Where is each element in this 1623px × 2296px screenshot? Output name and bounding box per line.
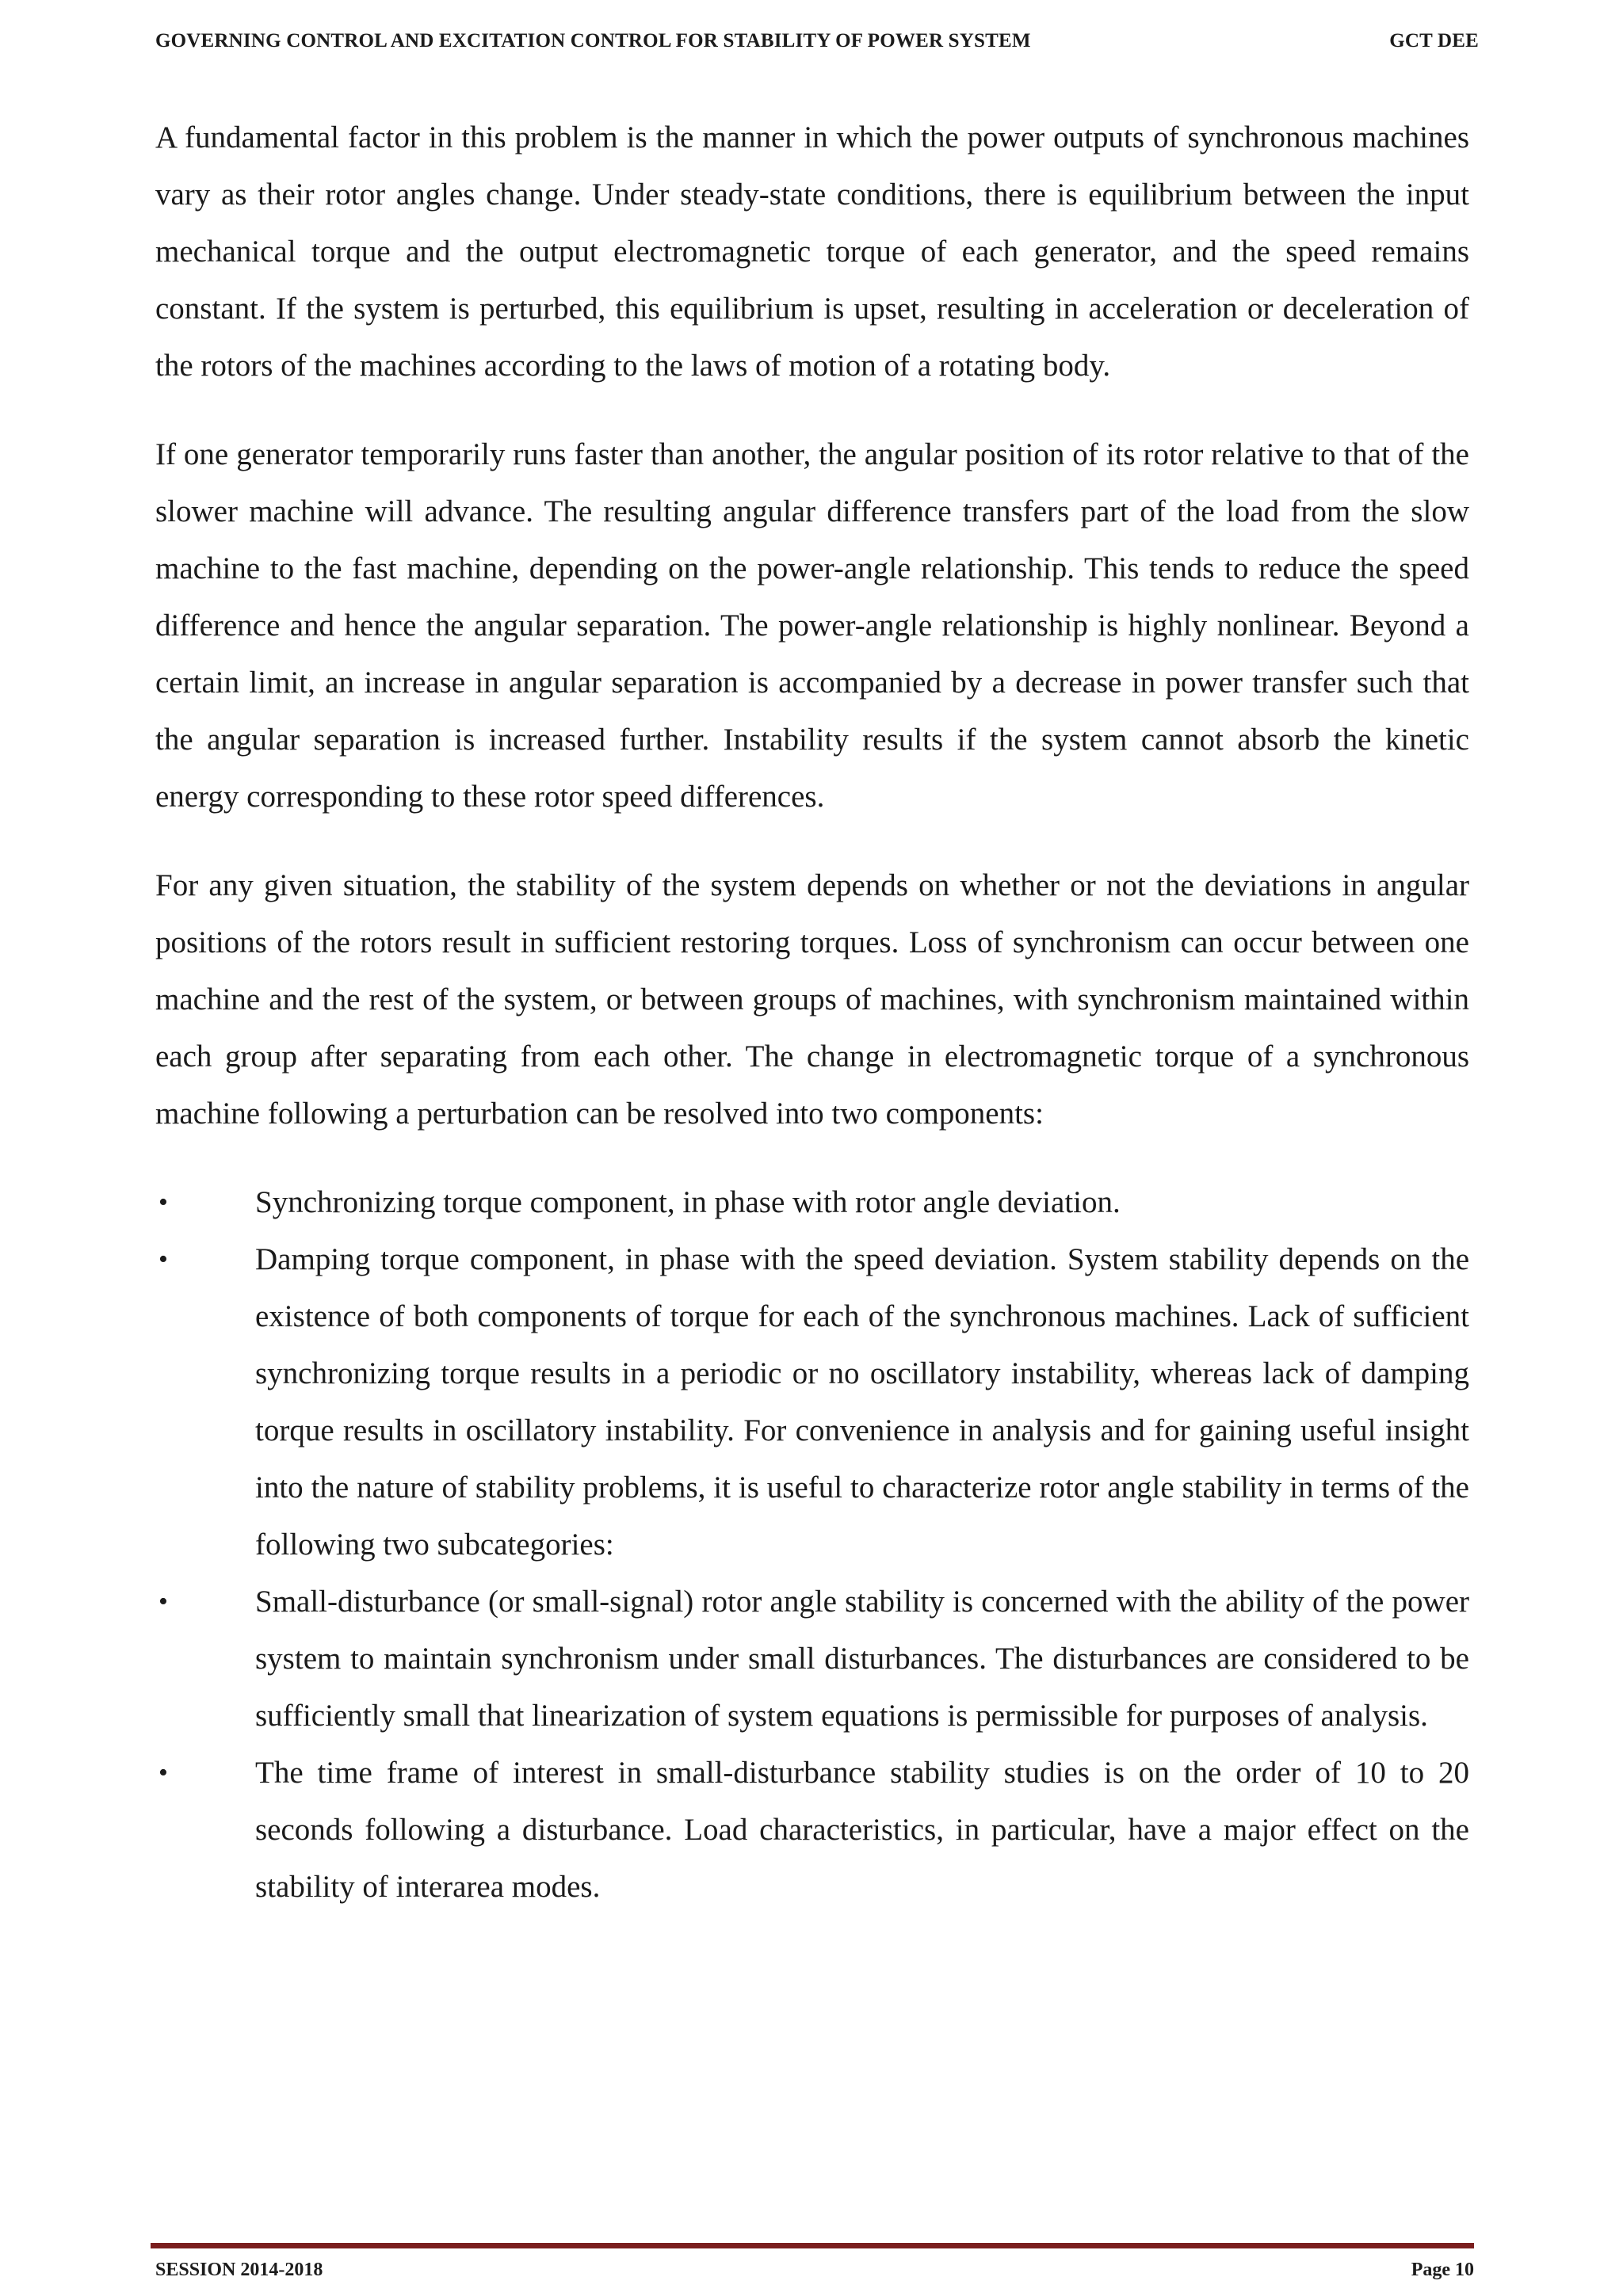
footer-divider <box>151 2243 1474 2248</box>
paragraph: If one generator temporarily runs faster than another, the angular position of its rotor relative to that of the slower machine will advance. The resulting angular difference transfers part of the load from the slow machine to the fast machine, depending on the power-angle relationship. This tends to reduce the speed difference and hence the angular separation. The power-angle relationship is highly nonlinear. Beyond a certain limit, an increase in angular separation is accompanied by a decrease in power transfer such that the angular separation is increased further. Instability results if the system cannot absorb the kinetic energy corresponding to these rotor speed differences. <box>155 437 1469 814</box>
bullet-icon: • <box>158 1188 168 1217</box>
document-body <box>155 109 1469 1916</box>
list-item-text: Damping torque component, in phase with the speed deviation. System stability depends on the existence of both components of torque for each of the synchronous machines. Lack of sufficient synchronizing torque results in a periodic or no oscillatory instability, whereas lack of damping torque results in oscillatory instability. For convenience in analysis and for gaining useful insight into the nature of stability problems, it is useful to characterize rotor angle stability in terms of the following two subcategories: <box>255 1242 1469 1562</box>
page-header <box>155 30 1479 52</box>
list-item-text: Small-disturbance (or small-signal) rotor angle stability is concerned with the ability of the power system to maintain synchronism under small disturbances. The disturbances are considered to be sufficiently small that linearization of system equations is permissible for purposes of analysis. <box>255 1585 1469 1733</box>
list-item-text: The time frame of interest in small-disturbance stability studies is on the order of 10 to 20 seconds following a disturbance. Load characteristics, in particular, have a major effect on the stability of interarea modes. <box>255 1756 1469 1904</box>
bullet-icon: • <box>158 1587 168 1616</box>
bullet-list <box>155 1174 1469 1916</box>
paragraph: For any given situation, the stability of the system depends on whether or not the deviations in angular positions of the rotors result in sufficient restoring torques. Loss of synchronism can occur between one machine and the rest of the system, or between groups of machines, with synchronism maintained within each group after separating from each other. The change in electromagnetic torque of a synchronous machine following a perturbation can be resolved into two components: <box>155 868 1469 1131</box>
page-footer <box>155 2260 1474 2281</box>
list-item-text: Synchronizing torque component, in phase with rotor angle deviation. <box>255 1185 1121 1219</box>
list-item <box>155 1231 1469 1573</box>
bullet-icon: • <box>158 1758 168 1787</box>
bullet-icon: • <box>158 1245 168 1274</box>
paragraph: A fundamental factor in this problem is the manner in which the power outputs of synchronous machines vary as their rotor angles change. Under steady-state conditions, there is equilibrium between the input mechanical torque and the output electromagnetic torque of each generator, and the speed remains constant. If the system is perturbed, this equilibrium is upset, resulting in acceleration or deceleration of the rotors of the machines according to the laws of motion of a rotating body. <box>155 120 1469 383</box>
list-item <box>155 1573 1469 1745</box>
document-title: GOVERNING CONTROL AND EXCITATION CONTROL FOR STABILITY OF POWER SYSTEM <box>155 30 1031 51</box>
department-label: GCT DEE <box>1389 30 1479 51</box>
list-item <box>155 1745 1469 1916</box>
page-number: Page 10 <box>1411 2260 1474 2280</box>
session-label: SESSION 2014-2018 <box>155 2260 323 2280</box>
list-item <box>155 1174 1469 1231</box>
